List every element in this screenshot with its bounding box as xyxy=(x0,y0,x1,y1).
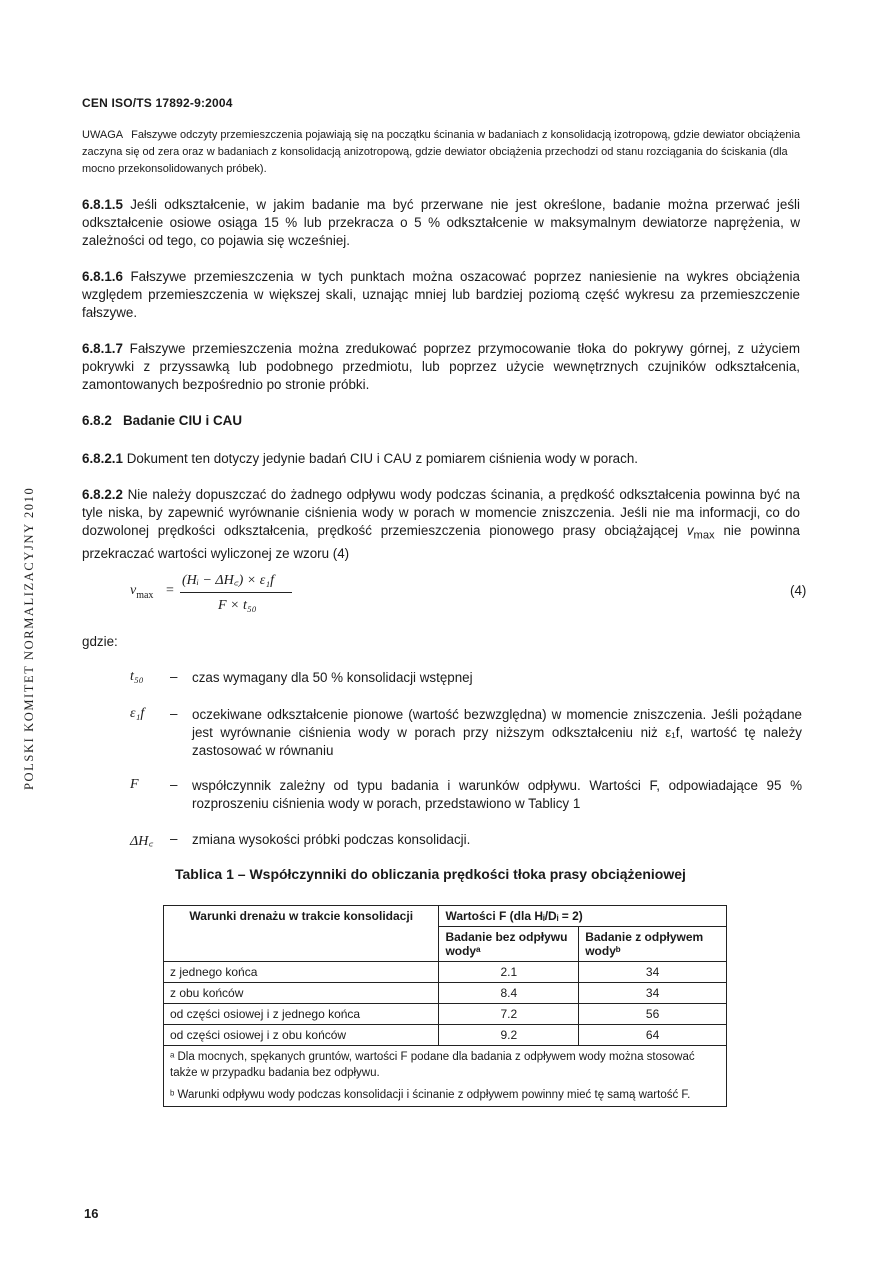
cell-value: 7.2 xyxy=(439,1004,579,1025)
subheader-drained: Badanie z odpływem wodyᵇ xyxy=(579,927,727,962)
def-dash: – xyxy=(170,777,178,792)
paragraph-6817 xyxy=(82,340,800,394)
paragraph-6821 xyxy=(82,450,800,468)
cell-value: 34 xyxy=(579,983,727,1004)
formula-4 xyxy=(100,566,810,626)
where-label: gdzie: xyxy=(82,634,118,649)
paragraph-text: Fałszywe przemieszczenia w tych punktach można oszacować poprzez naniesienie na wykres obciążenia względem przemieszczenia w większej skali, uznając mniej lub bardziej poziomą część wykresu za przemieszczenie fałszywe. xyxy=(82,269,800,320)
table-row xyxy=(164,983,727,1004)
cell-condition: z obu końców xyxy=(164,983,439,1004)
note-block xyxy=(82,127,802,178)
equation-number: (4) xyxy=(790,583,807,598)
section-heading xyxy=(82,413,242,428)
side-watermark: POLSKI KOMITET NORMALIZACYJNY 2010 xyxy=(22,486,36,790)
cell-condition: od części osiowej i z obu końców xyxy=(164,1025,439,1046)
cell-condition: od części osiowej i z jednego końca xyxy=(164,1004,439,1025)
subheader-undrained: Badanie bez odpływu wodyᵃ xyxy=(439,927,579,962)
formula-denominator: F × t₅₀ xyxy=(218,598,257,613)
clause-number: 6.8.2.1 xyxy=(82,451,123,466)
def-text-F: współczynnik zależny od typu badania i warunków odpływu. Wartości F, odpowiadające 95 % rozproszeniu ciśnienia wody w porach, przedstawiono w Tablicy 1 xyxy=(192,778,802,811)
def-text-t50: czas wymagany dla 50 % konsolidacji wstępnej xyxy=(192,670,473,685)
cell-value: 56 xyxy=(579,1004,727,1025)
cell-condition: z jednego końca xyxy=(164,962,439,983)
clause-number: 6.8.2.2 xyxy=(82,487,123,502)
footnote-a: ᵃ Dla mocnych, spękanych gruntów, wartości F podane dla badania z odpływem wody można stosować także w przypadku badania bez odpływu. xyxy=(170,1051,695,1079)
paragraph-text: Dokument ten dotyczy jedynie badań CIU i CAU z pomiarem ciśnienia wody w porach. xyxy=(126,451,638,466)
clause-number: 6.8.1.6 xyxy=(82,269,123,284)
table-row xyxy=(164,1004,727,1025)
note-label: UWAGA xyxy=(82,129,124,141)
clause-number: 6.8.1.7 xyxy=(82,341,123,356)
def-text-deltaHc: zmiana wysokości próbki podczas konsolidacji. xyxy=(192,832,471,847)
formula-lhs: $v_{max}$ xyxy=(130,583,154,601)
def-dash: – xyxy=(170,706,178,721)
section-title: Badanie CIU i CAU xyxy=(122,413,243,428)
paragraph-6815 xyxy=(82,196,800,250)
col-header-conditions: Warunki drenażu w trakcie konsolidacji xyxy=(164,906,439,962)
footnote-b: ᵇ Warunki odpływu wody podczas konsolidacji i ścinanie z odpływem powinny mieć tę samą wartość F. xyxy=(170,1089,691,1101)
document-header: CEN ISO/TS 17892-9:2004 xyxy=(82,96,233,110)
note-text: Fałszywe odczyty przemieszczenia pojawiają się na początku ścinania w badaniach z konsolidacją izotropową, gdzie dewiator obciążenia zaczyna się od zera oraz w badaniach z konsolidacją anizotropową, gdzie dewiator obciążenia przechodzi od stanu rozciągania do ściskania (dla mocno przekonsolidowanych próbek). xyxy=(82,129,801,175)
formula-equals: = xyxy=(166,583,174,598)
def-symbol-F: F xyxy=(130,777,139,792)
cell-value: 8.4 xyxy=(439,983,579,1004)
coefficients-table xyxy=(163,905,727,1107)
cell-value: 34 xyxy=(579,962,727,983)
clause-number: 6.8.1.5 xyxy=(82,197,123,212)
variable-sub: max xyxy=(693,529,715,542)
variable-v: v xyxy=(686,523,694,538)
paragraph-text: Nie należy dopuszczać do żadnego odpływu wody podczas ścinania, a prędkość odkształcenia powinna być na tyle niska, by zapewnić wyrównanie ciśnienia wody w porach w momencie zniszczenia. Jeśli nie ma informacji, co do dozwolonej prędkości odkształcenia, prędkość przemieszczenia pionowego prasy obciążającej xyxy=(82,487,800,538)
cell-value: 64 xyxy=(579,1025,727,1046)
paragraph-tail: nie powinna przekraczać wartości wyliczonej ze wzoru (4) xyxy=(82,523,800,561)
def-symbol-t50: t₅₀ xyxy=(130,669,144,684)
formula-numerator: (Hᵢ − ΔH꜀) × ε₁f xyxy=(182,573,274,588)
paragraph-6822 xyxy=(82,486,800,563)
table-header-row xyxy=(164,906,727,927)
fraction-bar xyxy=(180,592,292,593)
cell-value: 2.1 xyxy=(439,962,579,983)
section-number: 6.8.2 xyxy=(82,413,112,428)
def-symbol-deltaHc: ΔH꜀ xyxy=(130,834,154,849)
paragraph-text: Fałszywe przemieszczenia można zredukować poprzez przymocowanie tłoka do pokrywy górnej, z użyciem pokrywki z przyssawką lub podobnego przedmiotu, lub poprzez użycie wewnętrznych czujników odkształcenia, zamontowanych bezpośrednio po stronie próbki. xyxy=(82,341,800,392)
col-header-values: Wartości F (dla Hᵢ/Dᵢ = 2) xyxy=(439,906,727,927)
cell-value: 9.2 xyxy=(439,1025,579,1046)
table-caption: Tablica 1 – Współczynniki do obliczania prędkości tłoka prasy obciążeniowej xyxy=(175,866,686,882)
def-dash: – xyxy=(170,669,178,684)
def-symbol-eps1f: ε₁f xyxy=(130,706,145,721)
page-number: 16 xyxy=(84,1206,99,1221)
table-row xyxy=(164,962,727,983)
paragraph-text: Jeśli odkształcenie, w jakim badanie ma być przerwane nie jest określone, badanie można przerwać jeśli odkształcenie osiowe osiąga 15 % lub przekracza o 5 % odkształcenie w maksymalnym dewiatorze naprężenia, w zależności od tego, co pojawia się wcześniej. xyxy=(82,197,800,248)
table-footnotes xyxy=(164,1046,727,1107)
def-dash: – xyxy=(170,831,178,846)
footnotes-cell xyxy=(164,1046,727,1107)
table-row xyxy=(164,1025,727,1046)
paragraph-6816 xyxy=(82,268,800,322)
def-text-eps1f: oczekiwane odkształcenie pionowe (wartość bezwzględna) w momencie zniszczenia. Jeśli pożądane jest wyrównanie ciśnienia wody w porach przy niższym odkształceniu niż ε₁f, wartość tę należy zastosować w równaniu xyxy=(192,707,802,758)
